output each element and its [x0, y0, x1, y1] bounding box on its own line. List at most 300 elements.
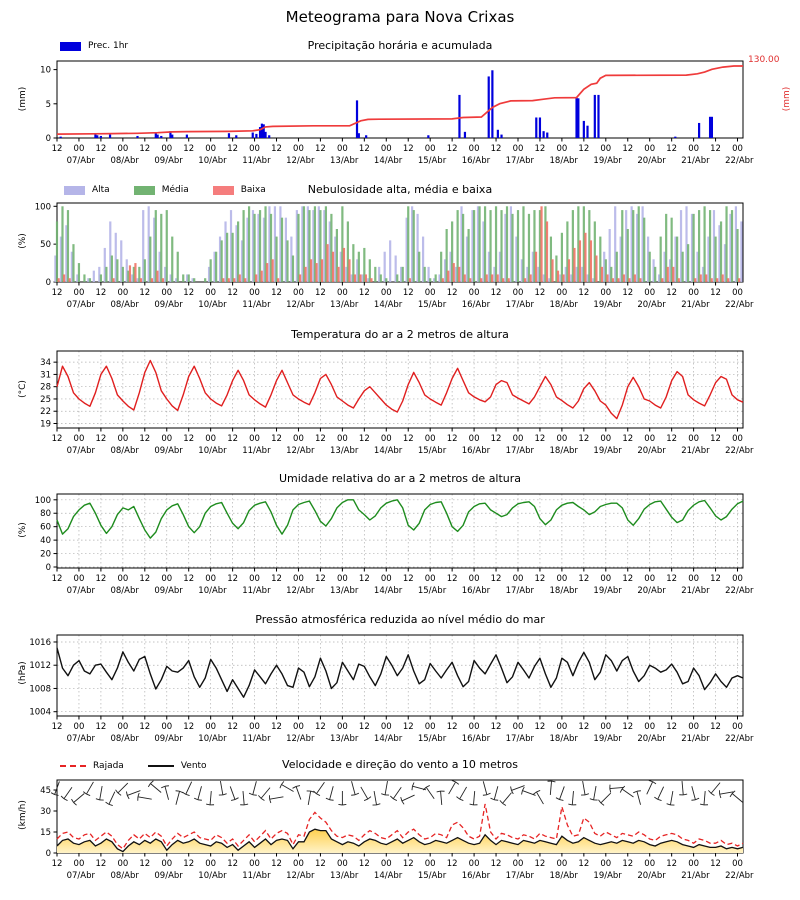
svg-text:00: 00: [644, 288, 656, 298]
svg-text:09/Abr: 09/Abr: [154, 734, 183, 744]
svg-text:100: 100: [34, 202, 51, 213]
svg-text:00: 00: [380, 434, 392, 444]
legend-item-media: [134, 185, 189, 195]
svg-text:00: 00: [468, 144, 480, 154]
svg-text:13/Abr: 13/Abr: [330, 734, 359, 744]
svg-text:14/Abr: 14/Abr: [373, 446, 403, 456]
svg-text:11/Abr: 11/Abr: [242, 871, 271, 881]
accumulated-precipitation-line: [57, 66, 743, 134]
svg-text:00: 00: [468, 574, 480, 584]
svg-text:00: 00: [73, 574, 85, 584]
svg-text:12: 12: [51, 144, 63, 154]
svg-text:12: 12: [139, 722, 151, 732]
svg-text:12: 12: [666, 288, 678, 298]
line-series-2: [57, 361, 743, 419]
svg-text:00: 00: [380, 859, 392, 869]
svg-text:00: 00: [468, 288, 480, 298]
svg-text:12: 12: [183, 434, 195, 444]
svg-text:21/Abr: 21/Abr: [681, 871, 710, 881]
svg-text:00: 00: [600, 144, 612, 154]
svg-text:00: 00: [512, 722, 524, 732]
svg-text:12: 12: [315, 144, 326, 154]
svg-text:11/Abr: 11/Abr: [242, 734, 271, 744]
svg-text:00: 00: [380, 144, 392, 154]
svg-text:00: 00: [336, 574, 348, 584]
svg-text:12: 12: [490, 859, 502, 869]
svg-text:10/Abr: 10/Abr: [198, 871, 227, 881]
svg-text:22/Abr: 22/Abr: [725, 586, 754, 596]
svg-text:00: 00: [644, 434, 656, 444]
svg-text:12: 12: [271, 859, 282, 869]
legend-item-prec1hr: [60, 41, 128, 51]
svg-text:12: 12: [227, 722, 239, 732]
svg-text:08/Abr: 08/Abr: [110, 300, 139, 310]
svg-text:19/Abr: 19/Abr: [593, 300, 622, 310]
panel-title-pressure: Pressão atmosférica reduzida ao nível médio do mar: [255, 613, 545, 626]
svg-text:15/Abr: 15/Abr: [417, 300, 447, 310]
svg-text:12: 12: [315, 288, 326, 298]
svg-text:12: 12: [710, 434, 721, 444]
svg-text:12/Abr: 12/Abr: [286, 586, 315, 596]
svg-text:08/Abr: 08/Abr: [110, 734, 139, 744]
svg-text:16/Abr: 16/Abr: [461, 586, 491, 596]
svg-text:12/Abr: 12/Abr: [286, 300, 315, 310]
svg-text:12: 12: [402, 434, 414, 444]
svg-text:00: 00: [293, 288, 304, 298]
svg-text:07/Abr: 07/Abr: [66, 734, 95, 744]
vento-line-icon: [148, 765, 174, 767]
svg-text:00: 00: [556, 574, 568, 584]
svg-text:12: 12: [139, 574, 151, 584]
svg-text:12: 12: [358, 574, 370, 584]
panel-axes-0: [40, 61, 754, 166]
legend-label: Rajada: [93, 761, 124, 771]
svg-text:12: 12: [358, 144, 370, 154]
svg-text:00: 00: [688, 859, 700, 869]
svg-text:12: 12: [578, 434, 590, 444]
svg-text:12: 12: [402, 859, 414, 869]
svg-text:12: 12: [446, 434, 458, 444]
svg-text:12: 12: [666, 859, 678, 869]
svg-text:20/Abr: 20/Abr: [637, 300, 666, 310]
svg-text:12: 12: [710, 288, 721, 298]
svg-text:00: 00: [512, 288, 524, 298]
svg-text:00: 00: [424, 144, 436, 154]
svg-text:20/Abr: 20/Abr: [637, 446, 666, 456]
svg-text:12: 12: [402, 722, 414, 732]
svg-text:18/Abr: 18/Abr: [549, 156, 578, 166]
svg-text:12: 12: [271, 288, 282, 298]
svg-text:00: 00: [117, 574, 129, 584]
svg-text:12: 12: [710, 574, 721, 584]
svg-text:12: 12: [183, 288, 195, 298]
svg-text:12: 12: [446, 288, 458, 298]
svg-text:12: 12: [227, 859, 239, 869]
svg-text:00: 00: [117, 144, 129, 154]
svg-text:0: 0: [45, 278, 51, 288]
page-title: Meteograma para Nova Crixas: [285, 8, 515, 26]
svg-text:18/Abr: 18/Abr: [549, 734, 578, 744]
svg-text:00: 00: [688, 288, 700, 298]
svg-text:12: 12: [95, 722, 107, 732]
svg-text:00: 00: [468, 722, 480, 732]
svg-text:12: 12: [271, 434, 282, 444]
svg-text:20/Abr: 20/Abr: [637, 586, 666, 596]
svg-text:14/Abr: 14/Abr: [373, 586, 403, 596]
svg-text:00: 00: [117, 859, 129, 869]
svg-text:12: 12: [710, 859, 721, 869]
svg-text:80: 80: [40, 509, 51, 520]
svg-text:40: 40: [40, 536, 51, 547]
svg-text:00: 00: [468, 859, 480, 869]
svg-text:15: 15: [40, 828, 51, 838]
legend-label: Alta: [92, 185, 110, 195]
svg-text:21/Abr: 21/Abr: [681, 446, 710, 456]
svg-text:5: 5: [45, 99, 51, 110]
svg-text:00: 00: [293, 434, 304, 444]
legend-item-vento: [148, 761, 207, 771]
svg-text:00: 00: [556, 144, 568, 154]
svg-text:12/Abr: 12/Abr: [286, 734, 315, 744]
svg-text:17/Abr: 17/Abr: [505, 586, 535, 596]
svg-text:12: 12: [315, 859, 326, 869]
svg-text:16/Abr: 16/Abr: [461, 871, 491, 881]
svg-text:00: 00: [73, 288, 85, 298]
panel-title-precipitation: Precipitação horária e acumulada: [307, 39, 493, 52]
svg-text:12: 12: [402, 144, 414, 154]
accumulated-total-annotation: 130.00: [748, 55, 780, 65]
svg-text:18/Abr: 18/Abr: [549, 586, 578, 596]
svg-text:07/Abr: 07/Abr: [66, 300, 95, 310]
svg-text:16/Abr: 16/Abr: [461, 300, 491, 310]
svg-text:12: 12: [666, 574, 678, 584]
svg-text:00: 00: [688, 722, 700, 732]
svg-text:30: 30: [40, 807, 51, 817]
svg-text:12: 12: [534, 434, 546, 444]
svg-text:20/Abr: 20/Abr: [637, 156, 666, 166]
svg-text:09/Abr: 09/Abr: [154, 300, 183, 310]
svg-text:12: 12: [578, 144, 590, 154]
svg-text:12: 12: [227, 288, 239, 298]
svg-text:22/Abr: 22/Abr: [725, 734, 754, 744]
svg-text:13/Abr: 13/Abr: [330, 156, 359, 166]
svg-text:19/Abr: 19/Abr: [593, 586, 622, 596]
svg-text:18/Abr: 18/Abr: [549, 871, 578, 881]
svg-text:12: 12: [710, 722, 721, 732]
svg-text:12: 12: [622, 434, 634, 444]
panel-title-temperature: Temperatura do ar a 2 metros de altura: [291, 328, 509, 341]
alta-swatch-icon: [64, 186, 85, 195]
svg-text:15/Abr: 15/Abr: [417, 446, 447, 456]
svg-text:09/Abr: 09/Abr: [154, 586, 183, 596]
svg-text:12: 12: [95, 859, 107, 869]
svg-text:00: 00: [600, 288, 612, 298]
svg-text:22/Abr: 22/Abr: [725, 871, 754, 881]
svg-text:12: 12: [534, 859, 546, 869]
svg-text:00: 00: [249, 574, 260, 584]
svg-text:00: 00: [644, 574, 656, 584]
svg-text:12: 12: [227, 144, 239, 154]
svg-text:12: 12: [139, 288, 151, 298]
svg-text:15/Abr: 15/Abr: [417, 156, 447, 166]
svg-text:00: 00: [205, 859, 217, 869]
svg-text:08/Abr: 08/Abr: [110, 586, 139, 596]
svg-text:07/Abr: 07/Abr: [66, 586, 95, 596]
svg-text:19/Abr: 19/Abr: [593, 446, 622, 456]
line-series-4: [57, 648, 743, 697]
svg-text:12: 12: [490, 288, 502, 298]
svg-text:09/Abr: 09/Abr: [154, 446, 183, 456]
svg-text:12: 12: [271, 144, 282, 154]
svg-text:00: 00: [117, 434, 129, 444]
svg-text:00: 00: [293, 859, 304, 869]
svg-text:00: 00: [73, 434, 85, 444]
svg-text:00: 00: [205, 574, 217, 584]
svg-text:00: 00: [293, 144, 304, 154]
svg-text:12: 12: [51, 288, 63, 298]
svg-text:12: 12: [534, 574, 546, 584]
svg-text:12: 12: [490, 144, 502, 154]
svg-text:0: 0: [45, 134, 51, 144]
svg-text:1008: 1008: [29, 684, 51, 695]
svg-text:25: 25: [40, 394, 51, 405]
svg-text:00: 00: [161, 144, 173, 154]
svg-text:00: 00: [688, 144, 700, 154]
legend-precipitation: [60, 41, 152, 51]
svg-text:11/Abr: 11/Abr: [242, 156, 271, 166]
svg-text:00: 00: [380, 288, 392, 298]
svg-text:00: 00: [249, 859, 260, 869]
svg-text:16/Abr: 16/Abr: [461, 156, 491, 166]
svg-text:18/Abr: 18/Abr: [549, 300, 578, 310]
svg-text:00: 00: [205, 288, 217, 298]
svg-text:00: 00: [424, 574, 436, 584]
svg-text:00: 00: [732, 434, 743, 444]
svg-text:12: 12: [666, 144, 678, 154]
svg-text:00: 00: [336, 859, 348, 869]
svg-text:12: 12: [139, 144, 151, 154]
svg-text:00: 00: [117, 722, 129, 732]
svg-text:14/Abr: 14/Abr: [373, 734, 403, 744]
wind-direction-arrows: [51, 780, 743, 805]
svg-text:00: 00: [117, 288, 129, 298]
svg-text:00: 00: [336, 434, 348, 444]
svg-text:00: 00: [512, 859, 524, 869]
svg-text:12: 12: [227, 574, 239, 584]
svg-text:17/Abr: 17/Abr: [505, 446, 535, 456]
svg-text:12: 12: [446, 859, 458, 869]
svg-text:00: 00: [556, 722, 568, 732]
svg-text:18/Abr: 18/Abr: [549, 446, 578, 456]
svg-text:0: 0: [45, 849, 51, 859]
svg-text:00: 00: [600, 574, 612, 584]
svg-text:00: 00: [73, 722, 85, 732]
svg-text:21/Abr: 21/Abr: [681, 734, 710, 744]
legend-wind: [60, 761, 231, 771]
svg-text:1012: 1012: [29, 661, 51, 672]
svg-text:00: 00: [205, 722, 217, 732]
panel-title-cloudiness: Nebulosidade alta, média e baixa: [307, 183, 493, 196]
svg-text:50: 50: [40, 240, 51, 251]
svg-text:00: 00: [732, 574, 743, 584]
svg-text:08/Abr: 08/Abr: [110, 871, 139, 881]
svg-text:13/Abr: 13/Abr: [330, 586, 359, 596]
svg-text:12: 12: [358, 722, 370, 732]
svg-text:12: 12: [95, 288, 107, 298]
svg-text:00: 00: [644, 144, 656, 154]
ylabel-precipitation: (mm): [18, 86, 28, 112]
svg-text:13/Abr: 13/Abr: [330, 446, 359, 456]
svg-text:12: 12: [358, 434, 370, 444]
svg-text:00: 00: [424, 859, 436, 869]
svg-text:10/Abr: 10/Abr: [198, 156, 227, 166]
svg-text:11/Abr: 11/Abr: [242, 446, 271, 456]
svg-text:22/Abr: 22/Abr: [725, 446, 754, 456]
svg-text:12: 12: [446, 722, 458, 732]
svg-text:12: 12: [183, 574, 195, 584]
svg-text:20/Abr: 20/Abr: [637, 871, 666, 881]
svg-text:15/Abr: 15/Abr: [417, 871, 447, 881]
ylabel-pressure: (hPa): [18, 661, 28, 685]
svg-text:10/Abr: 10/Abr: [198, 446, 227, 456]
svg-text:12: 12: [622, 288, 634, 298]
svg-text:00: 00: [336, 288, 348, 298]
svg-text:00: 00: [556, 288, 568, 298]
svg-text:12: 12: [271, 722, 282, 732]
svg-text:1004: 1004: [29, 707, 51, 718]
svg-text:14/Abr: 14/Abr: [373, 300, 403, 310]
svg-text:12: 12: [490, 722, 502, 732]
svg-text:00: 00: [732, 722, 743, 732]
svg-text:12: 12: [534, 144, 546, 154]
svg-text:14/Abr: 14/Abr: [373, 156, 403, 166]
svg-text:00: 00: [732, 144, 743, 154]
svg-text:10/Abr: 10/Abr: [198, 586, 227, 596]
svg-text:21/Abr: 21/Abr: [681, 156, 710, 166]
svg-text:00: 00: [380, 722, 392, 732]
svg-text:12: 12: [622, 722, 634, 732]
legend-item-alta: [64, 185, 110, 195]
svg-text:12: 12: [183, 859, 195, 869]
svg-text:20/Abr: 20/Abr: [637, 734, 666, 744]
svg-text:19/Abr: 19/Abr: [593, 734, 622, 744]
svg-text:12: 12: [315, 722, 326, 732]
svg-text:00: 00: [293, 722, 304, 732]
svg-text:12: 12: [622, 574, 634, 584]
svg-text:17/Abr: 17/Abr: [505, 156, 535, 166]
svg-text:12: 12: [139, 859, 151, 869]
svg-text:12: 12: [358, 288, 370, 298]
svg-text:00: 00: [161, 574, 173, 584]
svg-text:00: 00: [600, 722, 612, 732]
line-series-3: [57, 500, 743, 538]
svg-text:11/Abr: 11/Abr: [242, 300, 271, 310]
svg-text:00: 00: [512, 574, 524, 584]
ylabel-humidity: (%): [18, 522, 28, 538]
panel-title-humidity: Umidade relativa do ar a 2 metros de altura: [278, 472, 522, 485]
svg-text:00: 00: [424, 434, 436, 444]
svg-text:00: 00: [644, 722, 656, 732]
svg-text:00: 00: [556, 434, 568, 444]
svg-text:12/Abr: 12/Abr: [286, 446, 315, 456]
baixa-swatch-icon: [213, 186, 234, 195]
svg-text:10/Abr: 10/Abr: [198, 734, 227, 744]
svg-text:12: 12: [578, 859, 590, 869]
svg-text:12: 12: [51, 434, 63, 444]
svg-text:45: 45: [40, 786, 51, 796]
svg-text:00: 00: [161, 859, 173, 869]
svg-text:12: 12: [710, 144, 721, 154]
svg-text:31: 31: [40, 370, 51, 381]
svg-text:12/Abr: 12/Abr: [286, 156, 315, 166]
svg-text:60: 60: [40, 522, 51, 533]
panel-axes-4: [29, 635, 754, 744]
svg-text:00: 00: [512, 434, 524, 444]
svg-text:00: 00: [556, 859, 568, 869]
svg-text:19: 19: [40, 419, 51, 430]
svg-text:100: 100: [34, 495, 51, 506]
svg-text:12: 12: [578, 288, 590, 298]
svg-text:12: 12: [666, 434, 678, 444]
svg-text:12: 12: [315, 434, 326, 444]
svg-text:08/Abr: 08/Abr: [110, 156, 139, 166]
svg-text:00: 00: [512, 144, 524, 154]
svg-text:00: 00: [73, 144, 85, 154]
panel-title-wind: Velocidade e direção do vento a 10 metros: [282, 758, 518, 771]
svg-text:00: 00: [249, 434, 260, 444]
svg-text:00: 00: [600, 859, 612, 869]
svg-text:13/Abr: 13/Abr: [330, 300, 359, 310]
svg-text:12: 12: [534, 288, 546, 298]
svg-text:10/Abr: 10/Abr: [198, 300, 227, 310]
svg-text:12: 12: [315, 574, 326, 584]
svg-text:00: 00: [336, 144, 348, 154]
legend-cloudiness: [64, 185, 290, 195]
svg-text:19/Abr: 19/Abr: [593, 871, 622, 881]
svg-text:21/Abr: 21/Abr: [681, 586, 710, 596]
svg-text:09/Abr: 09/Abr: [154, 156, 183, 166]
svg-text:00: 00: [732, 859, 743, 869]
svg-text:12: 12: [95, 144, 107, 154]
svg-text:12: 12: [578, 722, 590, 732]
svg-text:08/Abr: 08/Abr: [110, 446, 139, 456]
ylabel-cloudiness: (%): [18, 233, 28, 249]
svg-text:12: 12: [446, 574, 458, 584]
svg-text:00: 00: [688, 574, 700, 584]
panel-axes-3: [35, 494, 754, 596]
svg-text:12: 12: [490, 574, 502, 584]
ylabel-wind: (km/h): [18, 800, 28, 830]
ylabel-temperature: (°C): [18, 380, 28, 398]
svg-text:22/Abr: 22/Abr: [725, 156, 754, 166]
svg-text:12: 12: [183, 144, 195, 154]
svg-text:12: 12: [271, 574, 282, 584]
svg-text:11/Abr: 11/Abr: [242, 586, 271, 596]
svg-text:00: 00: [161, 434, 173, 444]
rajada-line-icon: [60, 765, 86, 767]
svg-text:00: 00: [249, 722, 260, 732]
svg-text:12: 12: [666, 722, 678, 732]
svg-text:07/Abr: 07/Abr: [66, 156, 95, 166]
svg-text:12: 12: [490, 434, 502, 444]
svg-text:12: 12: [578, 574, 590, 584]
right-ylabel-precipitation: (mm): [782, 86, 792, 112]
svg-text:00: 00: [205, 434, 217, 444]
legend-label: Prec. 1hr: [88, 41, 129, 51]
svg-text:12: 12: [139, 434, 151, 444]
svg-text:00: 00: [644, 859, 656, 869]
svg-text:00: 00: [424, 722, 436, 732]
